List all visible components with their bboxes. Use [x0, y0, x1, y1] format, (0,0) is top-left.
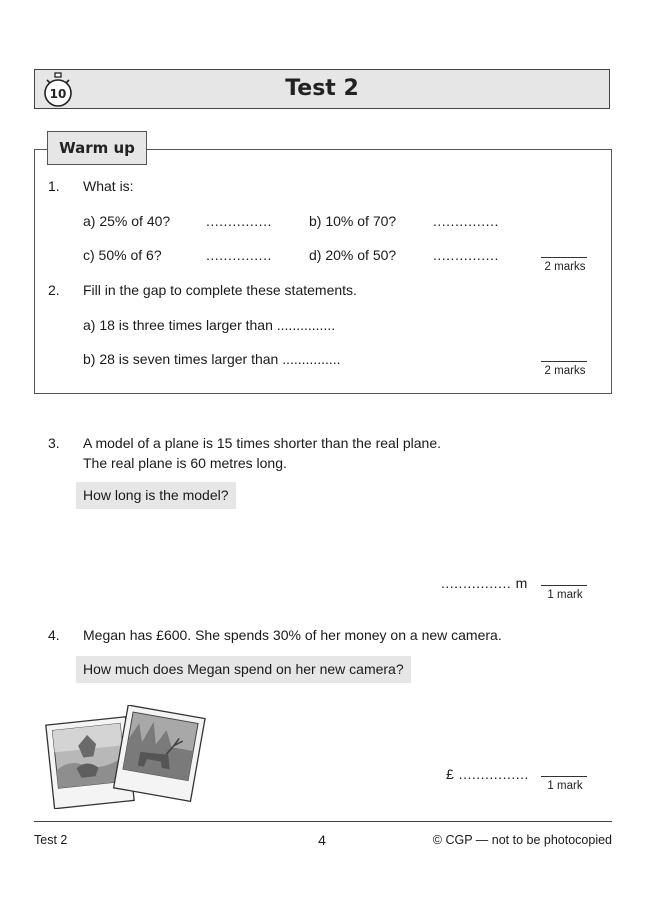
mark-line — [541, 361, 587, 362]
question-text: What is: — [83, 178, 134, 194]
q3-answer[interactable]: ................ m — [441, 575, 528, 591]
q3-marks: 1 mark — [547, 589, 583, 601]
q1-part-c: c) 50% of 6? — [83, 247, 162, 263]
question-number: 2. — [48, 282, 60, 298]
q2-marks: 2 marks — [544, 365, 586, 377]
mark-line — [541, 776, 587, 777]
warmup-tab: Warm up — [47, 131, 147, 165]
q1-answer-c[interactable]: ............... — [206, 247, 272, 263]
timer-minutes: 10 — [49, 87, 67, 101]
q2-part-b[interactable]: b) 28 is seven times larger than ............... — [83, 351, 341, 367]
title-bar — [34, 69, 610, 109]
question-number: 4. — [48, 627, 60, 643]
mark-line — [541, 585, 587, 586]
question-number: 1. — [48, 178, 60, 194]
q1-part-d: d) 20% of 50? — [309, 247, 397, 263]
q4-prompt: How much does Megan spend on her new camera? — [76, 656, 411, 683]
q1-part-b: b) 10% of 70? — [309, 213, 397, 229]
footer-copyright: © CGP — not to be photocopied — [432, 833, 612, 847]
q1-marks: 2 marks — [544, 261, 586, 273]
q2-part-a[interactable]: a) 18 is three times larger than ............... — [83, 317, 336, 333]
page-title: Test 2 — [285, 76, 359, 101]
footer-divider — [34, 821, 612, 822]
q1-part-a: a) 25% of 40? — [83, 213, 171, 229]
q1-answer-d[interactable]: ............... — [433, 247, 499, 263]
question-text: Fill in the gap to complete these statements. — [83, 282, 357, 298]
question-number: 3. — [48, 435, 60, 451]
photographs-illustration — [40, 705, 208, 809]
question-text: Megan has £600. She spends 30% of her money on a new camera. — [83, 627, 502, 643]
question-text: A model of a plane is 15 times shorter than the real plane. — [83, 435, 441, 451]
stopwatch-icon — [41, 72, 75, 108]
q3-prompt: How long is the model? — [76, 482, 236, 509]
question-text: The real plane is 60 metres long. — [83, 455, 287, 471]
q1-answer-a[interactable]: ............... — [206, 213, 272, 229]
mark-line — [541, 257, 587, 258]
q1-answer-b[interactable]: ............... — [433, 213, 499, 229]
q4-answer[interactable]: £ ................ — [446, 766, 529, 782]
footer-test-label: Test 2 — [34, 833, 68, 847]
page-number: 4 — [318, 832, 326, 848]
q4-marks: 1 mark — [547, 780, 583, 792]
